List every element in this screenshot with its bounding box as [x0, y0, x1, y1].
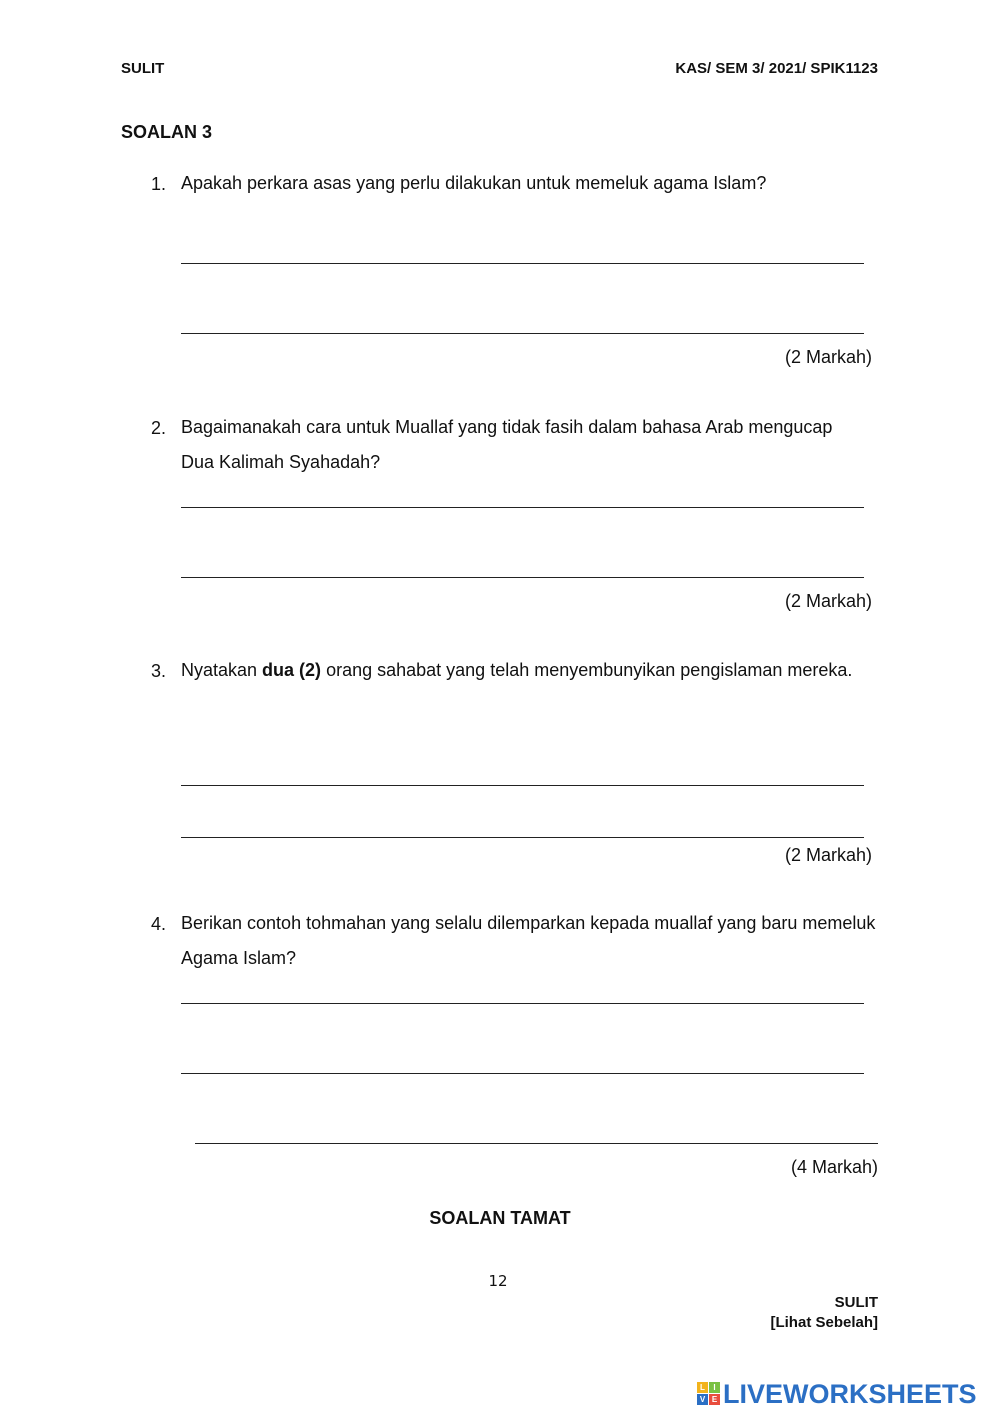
end-title: SOALAN TAMAT: [429, 1208, 571, 1228]
answer-line[interactable]: [181, 577, 864, 578]
liveworksheets-logo-icon: [697, 1382, 721, 1406]
liveworksheets-logo: [697, 1376, 977, 1412]
answer-line[interactable]: [181, 333, 864, 334]
question-2-text: Bagaimanakah cara untuk Muallaf yang tidak fasih dalam bahasa Arab mengucap Dua Kalimah Syahadah?: [181, 417, 833, 472]
question-3-text-after: orang sahabat yang telah menyembunyikan pengislaman mereka.: [321, 660, 853, 680]
footer-line-2: [Lihat Sebelah]: [770, 1314, 878, 1331]
question-4-marks: (4 Markah): [790, 1157, 878, 1177]
liveworksheets-logo-text: LIVEWORKSHEETS: [723, 1378, 977, 1409]
answer-line[interactable]: [181, 785, 864, 786]
answer-line[interactable]: [181, 1003, 864, 1004]
question-3-marks: (2 Markah): [784, 845, 872, 865]
question-4-number: 4.: [151, 914, 167, 934]
logo-mark-letter: V: [697, 1394, 708, 1405]
page-number: 12: [488, 1272, 508, 1290]
question-1-marks: (2 Markah): [784, 347, 872, 367]
section-title: SOALAN 3: [121, 122, 213, 142]
question-3-text: [181, 653, 871, 688]
question-1-number: 1.: [151, 174, 167, 194]
answer-line[interactable]: [181, 263, 864, 264]
footer: [770, 1293, 878, 1333]
header-left: SULIT: [121, 60, 165, 77]
logo-mark-letter: I: [709, 1382, 720, 1393]
answer-line[interactable]: [181, 507, 864, 508]
logo-mark-letter: L: [697, 1382, 708, 1393]
answer-line[interactable]: [181, 1073, 864, 1074]
question-1-text: Apakah perkara asas yang perlu dilakukan untuk memeluk agama Islam?: [181, 173, 767, 193]
question-4-text: Berikan contoh tohmahan yang selalu dilemparkan kepada muallaf yang baru memeluk Agama Islam?: [181, 913, 876, 968]
header-right: KAS/ SEM 3/ 2021/ SPIK1123: [675, 60, 878, 77]
question-2-number: 2.: [151, 418, 167, 438]
answer-line[interactable]: [195, 1143, 878, 1144]
logo-mark-letter: E: [709, 1394, 720, 1405]
question-3-text-bold: dua (2): [262, 660, 322, 680]
footer-line-1: SULIT: [834, 1294, 878, 1311]
question-3-number: 3.: [151, 661, 167, 681]
question-2-marks: (2 Markah): [784, 591, 872, 611]
answer-line[interactable]: [181, 837, 864, 838]
question-3-text-before: Nyatakan: [181, 660, 263, 680]
